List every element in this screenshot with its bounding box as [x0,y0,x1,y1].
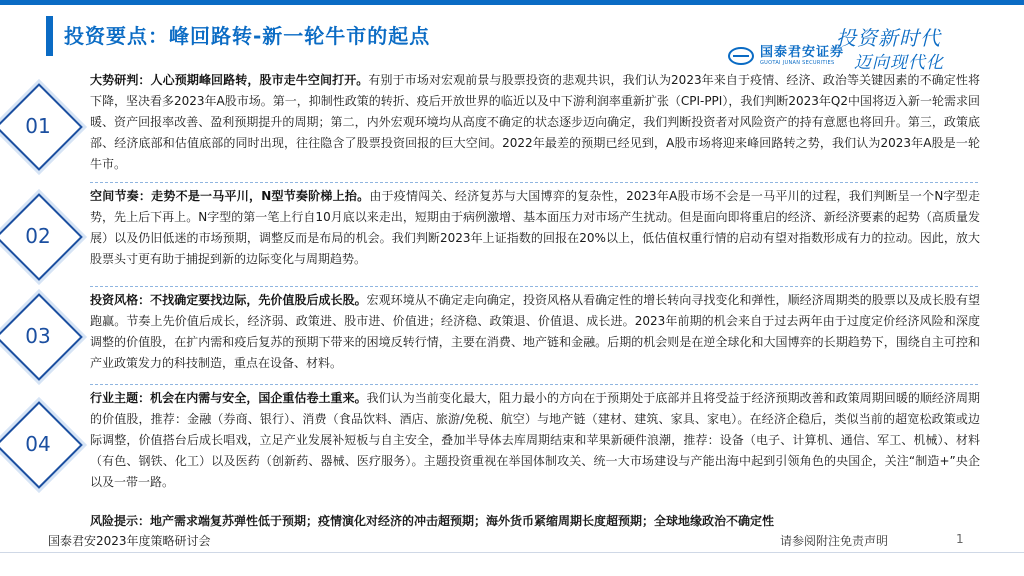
page-title: 投资要点：峰回路转-新一轮牛市的起点 [64,24,431,48]
risk-warning: 风险提示：地产需求端复苏弹性低于预期；疫情演化对经济的冲击超预期；海外货币紧缩周期长度超预期；全球地缘政治不确定性 [90,514,775,528]
section-text [90,70,980,175]
section-body: 由于疫情闯关、经济复苏与大国博弈的复杂性，2023年A股市场不会是一马平川的过程，我们判断呈一个N字型走势，先上后下再上。N字型的第一笔上行自10月底以来走出，短期由于病例激增、基本面压力对市场产生扰动。但是面向即将重启的经济、新经济要素的起势（高质量发展）以及仍旧低迷的市场预期，调整反而是布局的机会。我们判断2023年上证指数的回报在20%以上，低估值权重行情的启动有望对指数形成有力的拉动。因此，放大股票头寸更有助于捕捉到新的边际变化与周期趋势。 [90,189,981,266]
logo-name-en: GUOTAI JUNAN SECURITIES [760,60,835,66]
section-lead: 行业主题：机会在内需与安全，国企重估卷土重来。 [90,391,367,405]
section-divider [90,182,978,183]
logo-name-cn: 国泰君安证券 [760,45,845,60]
footer-event-name: 国泰君安2023年度策略研讨会 [48,534,211,548]
title-accent-bar [46,16,53,56]
section-number: 02 [25,224,51,248]
footer-rule [0,552,1024,553]
footer-disclaimer-note: 请参阅附注免责声明 [780,534,889,548]
section-body: 有别于市场对宏观前景与股票投资的悲观共识，我们认为2023年来自于疫情、经济、政治等关键因素的不确定性将下降，坚决看多2023年A股市场。第一，抑制性政策的转折、疫后开放世界的临近以及中下游利润率重新扩张（CPI-PPI），我们判断2023年Q2中国将迈入新一轮需求回暖、资产回报率改善、盈利预期提升的周期；第二，内外宏观环境均从高度不确定的状态逐步迈向确定，我们判断投资者对风险资产的持有意愿也将回升。第三，政策底部、经济底部和估值底部的同时出现，往往隐含了股票投资回报的巨大空间。2022年最差的预期已经见到，A股市场将迎来峰回路转之势，我们认为2023年A股是一轮牛市。 [90,73,980,171]
slogan-line-2: 迈向现代化 [854,53,944,73]
logo-emblem-icon [728,47,754,65]
top-accent-bar [0,0,1024,5]
company-logo [728,46,844,66]
section-body: 宏观环境从不确定走向确定，投资风格从看确定性的增长转向寻找变化和弹性，顺经济周期类的股票以及成长股有望跑赢。节奏上先价值后成长，经济弱、政策进、股市进、价值进；经济稳、政策退、价值退、成长进。2023年前期的机会来自于过去两年由于过度定价经济风险和深度调整的价值股，在扩内需和疫后复苏的预期下带来的困境反转行情，主要在消费、地产链和金融。后期的机会则是在逆全球化和大国博弈的长期趋势下，围绕自主可控和产业政策发力的科技制造，重点在设备、材料。 [90,293,980,370]
section-divider [90,384,978,385]
slogan-line-1: 投资新时代 [836,26,941,50]
section-text [90,290,980,374]
section-number: 03 [25,324,51,348]
slogan [836,18,986,72]
section-lead: 投资风格：不找确定要找边际，先价值股后成长股。 [90,293,367,307]
section-body: 我们认为当前变化最大，阻力最小的方向在于预期处于底部并且将受益于经济预期改善和政策周期回暖的顺经济周期的价值股，推荐：金融（券商、银行）、消费（食品饮料、酒店、旅游/免税、航空）与地产链（建材、建筑、家具、家电）。在经济企稳后，类似当前的超宽松政策或边际调整，价值搭台后成长唱戏，立足产业发展补短板与自主安全，叠加半导体去库周期结束和苹果新硬件浪潮，推荐：设备（电子、计算机、通信、军工、机械）、材料（有色、钢铁、化工）以及医药（创新药、器械、医疗服务）。主题投资重视在举国体制攻关、统一大市场建设与产能出海中起到引领角色的央国企，关注“制造+”央企以及一带一路。 [90,391,980,489]
section-lead: 空间节奏：走势不是一马平川，N型节奏阶梯上抬。 [90,189,370,203]
section-lead: 大势研判：人心预期峰回路转，股市走牛空间打开。 [90,73,369,87]
section-text [90,388,980,493]
section-text [90,186,980,270]
section-number: 04 [25,432,51,456]
section-divider [90,286,978,287]
page-number: 1 [956,532,964,546]
section-number: 01 [25,114,51,138]
